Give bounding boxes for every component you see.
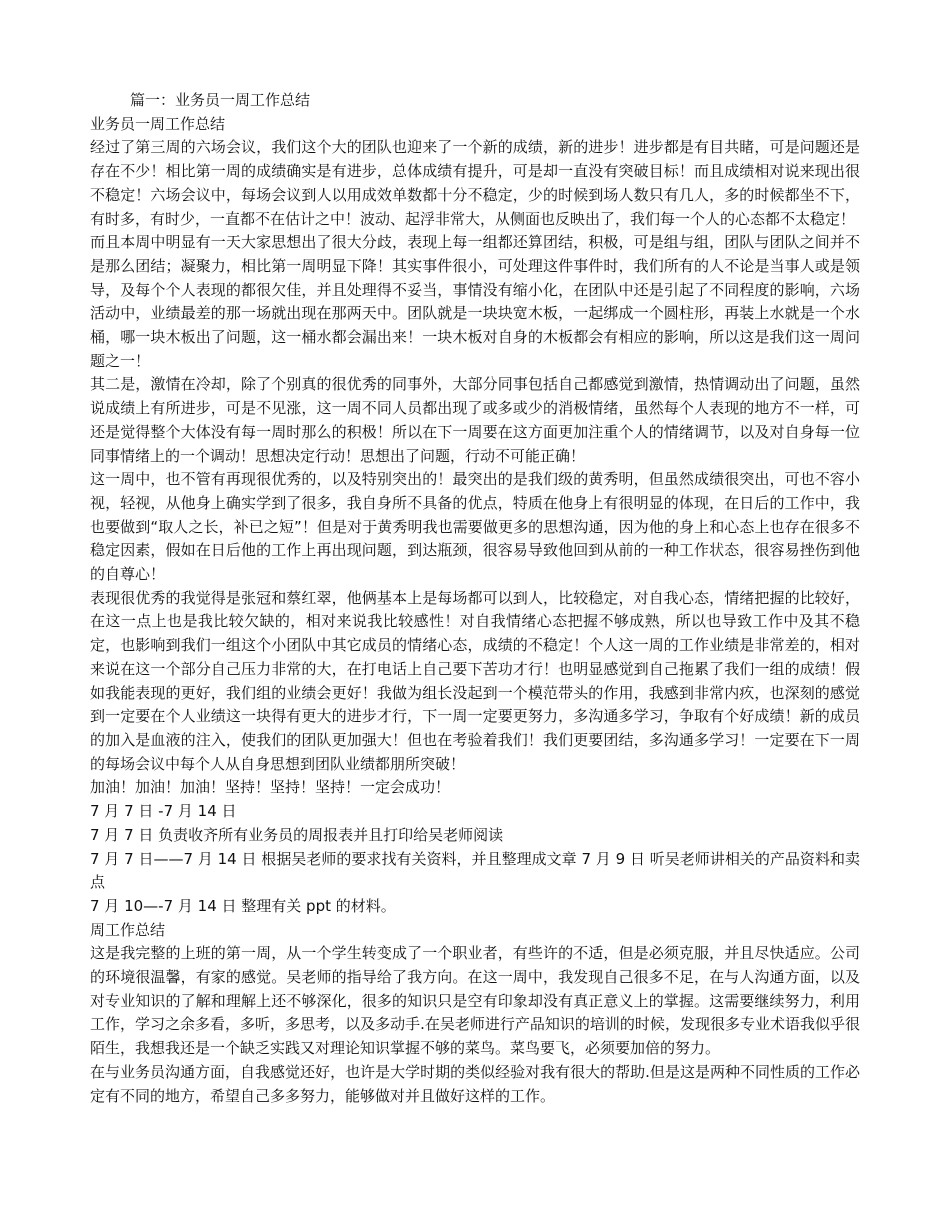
schedule-item: 7 月 7 日——7 月 14 日 根据吴老师的要求找有关资料，并且整理成文章 7 月 9 日 听吴老师讲相关的产品资料和卖点 — [90, 849, 860, 892]
schedule-item: 7 月 10—-7 月 14 日 整理有关 ppt 的材料。 — [90, 896, 396, 915]
paragraph-passion: 其二是，激情在冷却，除了个别真的很优秀的同事外，大部分同事包括自己都感觉到激情，热情调动出了问题，虽然说成绩上有所进步，可是不见涨，这一周不同人员都出现了或多或少的消极情绪，虽然每个人表现的地方不一样，可还是觉得整个大体没有每一周时那么的积极！所以在下一周要在这方面更加注重个人的情绪调节，以及对自身每一位同事情绪上的一个调动！思想决定行动！思想出了问题，行动不可能正确！ — [90, 375, 860, 465]
paragraph-team-division: 而且本周中明显有一天大家思想出了很大分歧，表现上每一组都还算团结，积极，可是组与组，团队与团队之间并不是那么团结；凝聚力，相比第一周明显下降！其实事件很小，可处理这件事件时，我们所有的人不论是当事人或是领导，及每个个人表现的都很欠佳，并且处理得不妥当，事情没有缩小化，在团队中还是引起了不同程度的影响，六场活动中，业绩最差的那一场就出现在那两天中。团队就是一块块宽木板，一起绑成一个圆柱形，再装上水就是一个水桶，哪一块木板出了问题，这一桶水都会漏出来！一块木板对自身的木板都会有相应的影响，所以这是我们这一周问题之一！ — [90, 233, 860, 370]
section-heading: 周工作总结 — [90, 920, 166, 939]
schedule-item: 7 月 7 日 负责收齐所有业务员的周报表并且打印给吴老师阅读 — [90, 825, 504, 844]
paragraph-performance: 表现很优秀的我觉得是张冠和蔡红翠，他俩基本上是每场都可以到人，比较稳定，对自我心态，情绪把握的比较好，在这一点上也是我比较欠缺的，相对来说我比较感性！对自我情绪心态把握不够成熟，所以也导致工作中及其不稳定，也影响到我们一组这个小团队中其它成员的情绪心态，成绩的不稳定！个人这一周的工作业绩是非常差的，相对来说在这一个部分自己压力非常的大，在打电话上自己要下苦功才行！也明显感觉到自己拖累了我们一组的成绩！假如我能表现的更好，我们组的业绩会更好！我做为组长没起到一个模范带头的作用，我感到非常内疚，也深刻的感觉到一定要在个人业绩这一块得有更大的进步才行，下一周一定要更努力，多沟通多学习，争取有个好成绩！新的成员的加入是血液的注入，使我们的团队更加强大！但也在考验着我们！我们更要团结，多沟通多学习！一定要在下一周的每场会议中每个人从自身思想到团队业绩都朋所突破！ — [90, 588, 860, 773]
paragraph-cheer: 加油！加油！加油！坚持！坚持！坚持！一定会成功！ — [90, 778, 451, 797]
paragraph-outstanding: 这一周中，也不管有再现很优秀的，以及特别突出的！最突出的是我们级的黄秀明，但虽然成绩很突出，可也不容小视，轻视，从他身上确实学到了很多，我自身所不具备的优点，特质在他身上有很明显的体现，在日后的工作中，我也要做到“取人之长，补已之短”！但是对于黄秀明我也需要做更多的思想沟通，因为他的身上和心态上也存在很多不稳定因素，假如在日后他的工作上再出现问题，到达瓶颈，很容易导致他回到从前的一种工作状态，很容易挫伤到他的自尊心！ — [90, 470, 860, 584]
paragraph-meetings: 经过了第三周的六场会议，我们这个大的团队也迎来了一个新的成绩，新的进步！进步都是有目共睹，可是问题还是存在不少！相比第一周的成绩确实是有进步，总体成绩有提升，可是却一直没有突破目标！而且成绩相对说来现出很不稳定！六场会议中，每场会议到人以用成效单数都十分不稳定，少的时候到场人数只有几人，多的时候都坐不下，有时多，有时少，一直都不在估计之中！波动、起浮非常大，从侧面也反映出了，我们每一个人的心态都不太稳定！ — [90, 138, 860, 228]
schedule-range: 7 月 7 日 -7 月 14 日 — [90, 802, 237, 821]
document-subtitle: 业务员一周工作总结 — [90, 114, 226, 133]
paragraph-first-week: 这是我完整的上班的第一周，从一个学生转变成了一个职业者，有些许的不适，但是必须克服，并且尽快适应。公司的环境很温馨，有家的感觉。吴老师的指导给了我方向。在这一周中，我发现自己很多不足，在与人沟通方面，以及对专业知识的了解和理解上还不够深化，很多的知识只是空有印象却没有真正意义上的掌握。这需要继续努力，利用工作，学习之余多看，多听，多思考，以及多动手.在吴老师进行产品知识的培训的时候，发现很多专业术语我似乎很陌生，我想我还是一个缺乏实践又对理论知识掌握不够的菜鸟。菜鸟要飞，必须要加倍的努力。 — [90, 944, 860, 1058]
paragraph-communication: 在与业务员沟通方面，自我感觉还好，也许是大学时期的类似经验对我有很大的帮助.但是这是两种不同性质的工作必定有不同的地方，希望自己多多努力，能够做对并且做好这样的工作。 — [90, 1062, 860, 1105]
document-page — [90, 89, 860, 1108]
document-title: 篇一：业务员一周工作总结 — [130, 91, 311, 109]
